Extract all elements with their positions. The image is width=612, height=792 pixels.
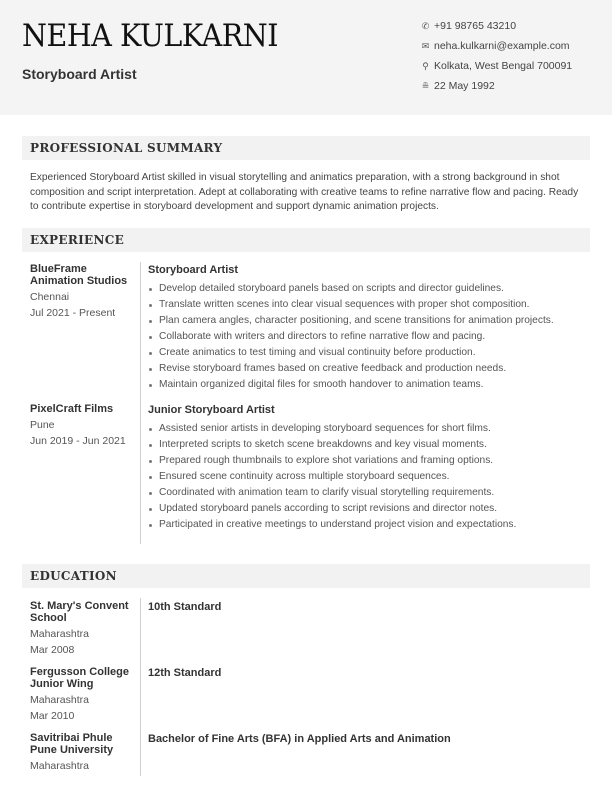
resume-header [0, 0, 612, 115]
list-item: Prepared rough thumbnails to explore shot variations and framing options. [148, 453, 588, 469]
school-name: Savitribai Phule Pune University [30, 732, 114, 756]
job-title: Junior Storyboard Artist [148, 404, 275, 416]
school-location: Maharashtra [30, 628, 89, 640]
contact-birthdate [420, 76, 572, 96]
location-text: Kolkata, West Bengal 700091 [434, 60, 573, 72]
graduation-date: Mar 2008 [30, 644, 75, 656]
list-item: Collaborate with writers and directors to refine narrative flow and pacing. [148, 329, 588, 345]
timeline-divider [140, 262, 141, 544]
school-name: St. Mary's Convent School [30, 600, 129, 624]
contact-phone [420, 16, 572, 36]
job-dates: Jul 2021 - Present [30, 307, 116, 319]
section-title-experience: EXPERIENCE [22, 228, 590, 252]
phone-text: +91 98765 43210 [434, 20, 517, 32]
timeline-divider [140, 598, 141, 776]
degree-title: Bachelor of Fine Arts (BFA) in Applied Arts and Animation [148, 733, 451, 745]
birthday-cake-icon: ≞ [421, 80, 430, 91]
list-item: Revise storyboard frames based on creative feedback and production needs. [148, 361, 588, 377]
company-location: Chennai [30, 291, 70, 303]
company-name: BlueFrame Animation Studios [30, 263, 128, 287]
company-location: Pune [30, 419, 55, 431]
candidate-name: NEHA KULKARNI [22, 18, 279, 54]
contact-location [420, 56, 572, 76]
email-text: neha.kulkarni@example.com [434, 40, 570, 52]
location-pin-icon: ⚲ [422, 60, 429, 71]
summary-text: Experienced Storyboard Artist skilled in visual storytelling and animatics preparation, with a strong background in shot composition and script interpretation. Adept at collaborating with creative teams to refine narrative flow and pacing. Ready to contribute expertise in storyboard development and support dynamic animation projects. [30, 172, 579, 212]
list-item: Coordinated with animation team to clarify visual storytelling requirements. [148, 485, 588, 501]
job-dates: Jun 2019 - Jun 2021 [30, 435, 126, 447]
school-location: Maharashtra [30, 760, 89, 772]
birthdate-text: 22 May 1992 [434, 80, 495, 92]
contact-list [420, 16, 572, 96]
list-item: Interpreted scripts to sketch scene breakdowns and key visual moments. [148, 437, 588, 453]
section-title-summary: PROFESSIONAL SUMMARY [22, 136, 590, 160]
responsibilities-list [148, 281, 588, 393]
phone-icon: ✆ [421, 20, 430, 31]
email-icon: ✉ [421, 40, 430, 51]
list-item: Develop detailed storyboard panels based on scripts and director guidelines. [148, 281, 588, 297]
list-item: Assisted senior artists in developing storyboard sequences for short films. [148, 421, 588, 437]
school-location: Maharashtra [30, 694, 89, 706]
degree-title: 12th Standard [148, 667, 222, 679]
responsibilities-list [148, 421, 588, 533]
contact-email [420, 36, 572, 56]
list-item: Updated storyboard panels according to script revisions and director notes. [148, 501, 588, 517]
list-item: Participated in creative meetings to understand project vision and expectations. [148, 517, 588, 533]
graduation-date: Mar 2010 [30, 710, 75, 722]
degree-title: 10th Standard [148, 601, 222, 613]
list-item: Plan camera angles, character positioning, and scene transitions for animation projects. [148, 313, 588, 329]
list-item: Create animatics to test timing and visual continuity before production. [148, 345, 588, 361]
school-name: Fergusson College Junior Wing [30, 666, 130, 690]
list-item: Maintain organized digital files for smooth handover to animation teams. [148, 377, 588, 393]
candidate-role: Storyboard Artist [22, 66, 137, 82]
company-name: PixelCraft Films [30, 403, 114, 415]
list-item: Ensured scene continuity across multiple storyboard sequences. [148, 469, 588, 485]
section-title-education: EDUCATION [22, 564, 590, 588]
list-item: Translate written scenes into clear visual sequences with proper shot composition. [148, 297, 588, 313]
job-title: Storyboard Artist [148, 264, 239, 276]
